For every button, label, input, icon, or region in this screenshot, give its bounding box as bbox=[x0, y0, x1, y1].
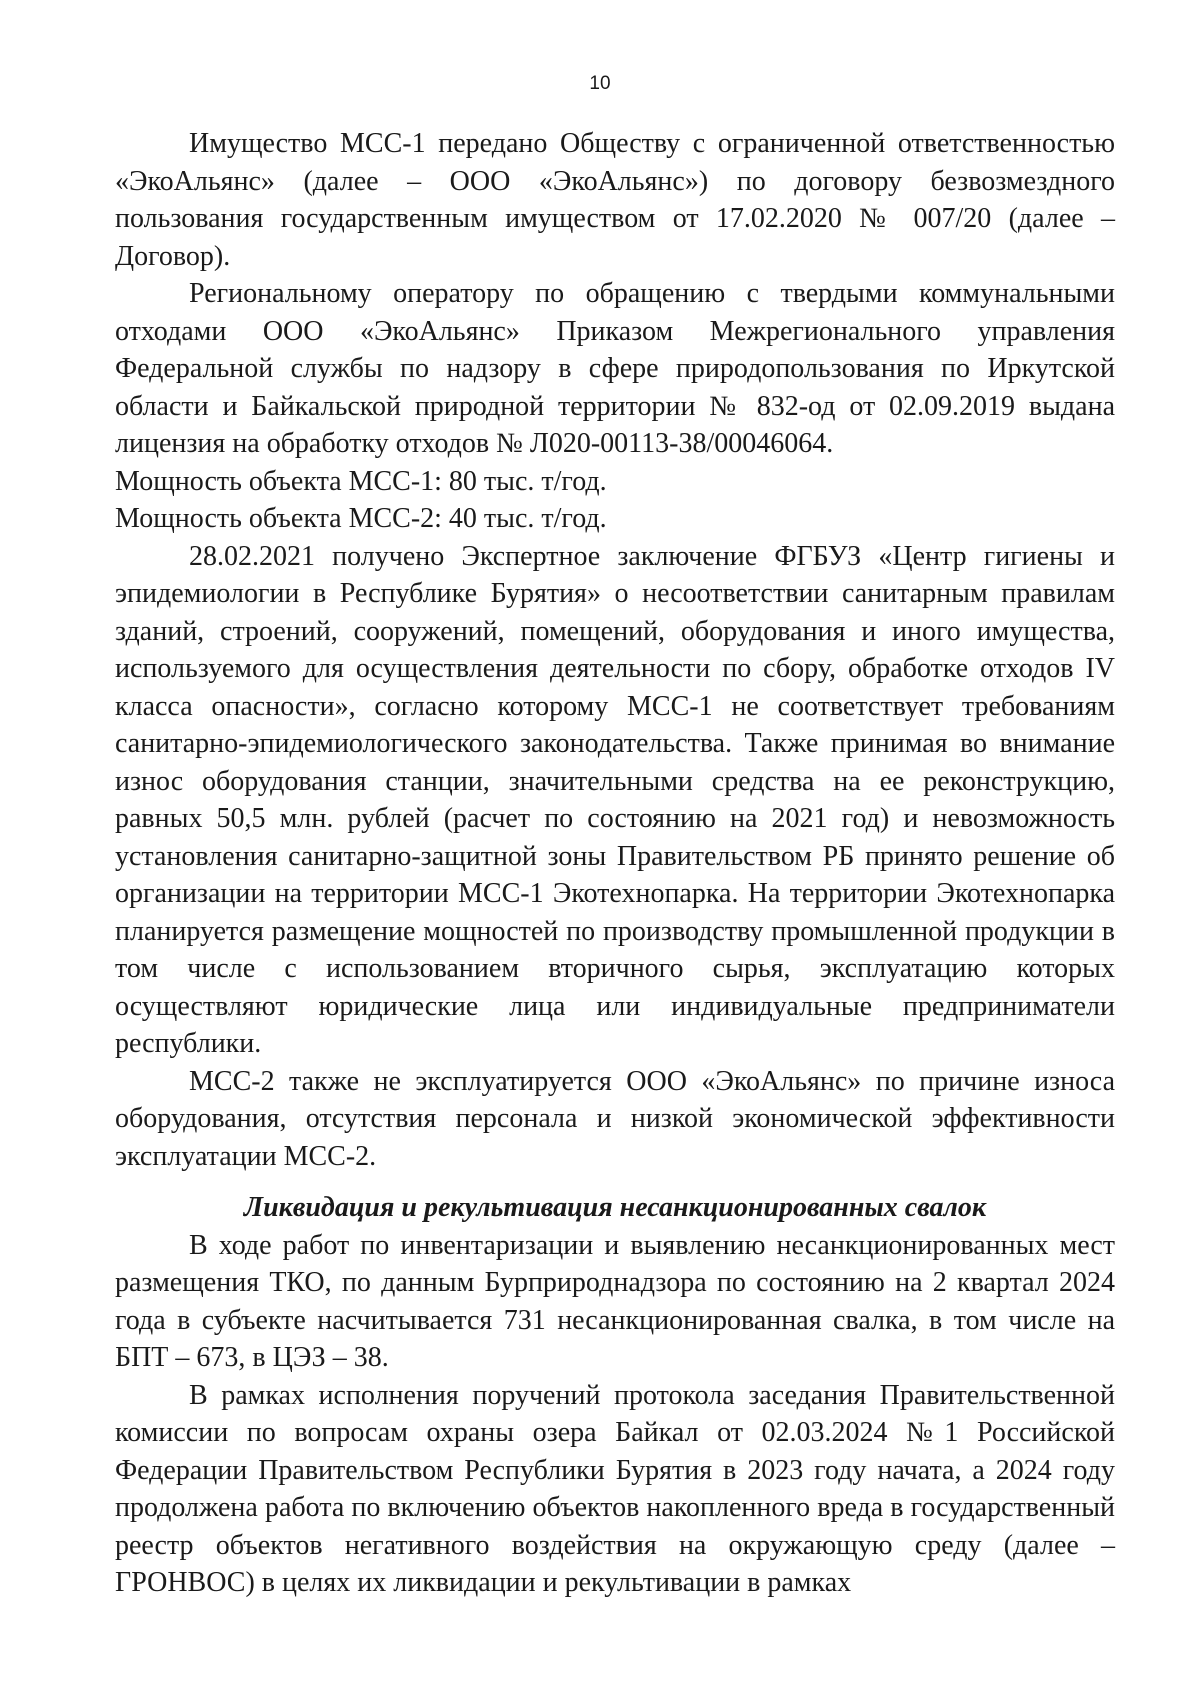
paragraph-expert-conclusion: 28.02.2021 получено Экспертное заключение ФГБУЗ «Центр гигиены и эпидемиологии в Республике Бурятия» о несоответствии санитарным правилам зданий, строений, сооружений, помещений, оборудования и иного имущества, используемого для осуществления деятельности по сбору, обработке отходов IV класса опасности», согласно которому МСС-1 не соответствует требованиям санитарно-эпидемиологического законодательства. Также принимая во внимание износ оборудования станции, значительными средства на ее реконструкцию, равных 50,5 млн. рублей (расчет по состоянию на 2021 год) и невозможность установления санитарно-защитной зоны Правительством РБ принято решение об организации на территории МСС-1 Экотехнопарка. На территории Экотехнопарка планируется размещение мощностей по производству промышленной продукции в том числе с использованием вторичного сырья, эксплуатацию которых осуществляют юридические лица или индивидуальные предприниматели республики. bbox=[115, 540, 1115, 1059]
document-body bbox=[115, 125, 1115, 1602]
paragraph-mss2-status: МСС-2 также не эксплуатируется ООО «ЭкоАльянс» по причине износа оборудования, отсутствия персонала и низкой экономической эффективности эксплуатации МСС-2. bbox=[115, 1065, 1115, 1172]
paragraph-commission: В рамках исполнения поручений протокола заседания Правительственной комиссии по вопросам охраны озера Байкал от 02.03.2024 №1 Российской Федерации Правительством Республики Бурятия в 2023 году начата, а 2024 году продолжена работа по включению объектов накопленного вреда в государственный реестр объектов негативного воздействия на окружающую среду (далее – ГРОНВОС) в целях их ликвидации и рекультивации в рамках bbox=[115, 1379, 1115, 1598]
paragraph-property-transfer: Имущество МСС-1 передано Обществу с ограниченной ответственностью «ЭкоАльянс» (далее – ООО «ЭкоАльянс») по договору безвозмездного пользования государственным имуществом от 17.02.2020 № 007/20 (далее – Договор). bbox=[115, 128, 1115, 272]
section-heading: Ликвидация и рекультивация несанкционированных свалок bbox=[243, 1192, 987, 1223]
page-number: 10 bbox=[589, 73, 611, 94]
paragraph-license: Региональному оператору по обращению с твердыми коммунальными отходами ООО «ЭкоАльянс» Приказом Межрегионального управления Федеральной службы по надзору в сфере природопользования по Иркутской области и Байкальской природной территории № 832-од от 02.09.2019 выдана лицензия на обработку отходов № Л020-00113-38/00046064. bbox=[115, 278, 1115, 459]
capacity-line-mss1: Мощность объекта МСС-1: 80 тыс. т/год. bbox=[115, 465, 607, 497]
capacity-line-mss2: Мощность объекта МСС-2: 40 тыс. т/год. bbox=[115, 503, 607, 534]
paragraph-inventory: В ходе работ по инвентаризации и выявлению несанкционированных мест размещения ТКО, по данным Бурприроднадзора по состоянию на 2 квартал 2024 года в субъекте насчитывается 731 несанкционированная свалка, в том числе на БПТ – 673, в ЦЭЗ – 38. bbox=[115, 1229, 1115, 1373]
